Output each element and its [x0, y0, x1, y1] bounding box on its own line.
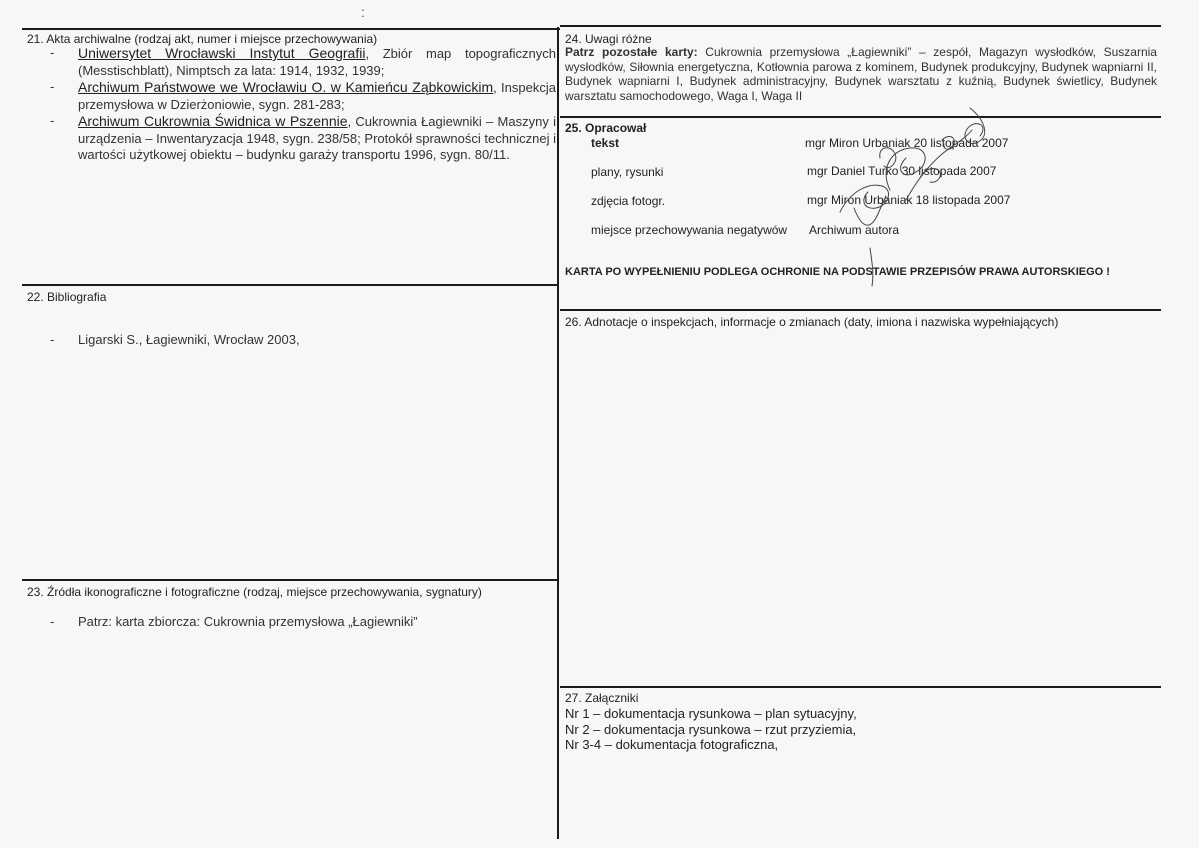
archive-link: Uniwersytet Wrocławski Instytut Geografii [78, 45, 366, 61]
rule-26-27 [560, 686, 1161, 688]
section-23-list [50, 614, 550, 631]
section-21-list [50, 45, 556, 164]
list-item [50, 113, 556, 164]
author-label-photos: zdjęcia fotogr. [591, 194, 666, 208]
rule-25-26 [560, 309, 1161, 311]
section-22-list [50, 332, 550, 349]
author-value-photos: mgr Miron Urbaniak 18 listopada 2007 [807, 193, 1011, 207]
dash-bullet: - [50, 332, 55, 347]
list-item [50, 332, 550, 349]
section-26-title: 26. Adnotacje o inspekcjach, informacje o zmianach (daty, imiona i nazwiska wypełniających) [565, 315, 1059, 329]
rule-21-22 [22, 284, 558, 286]
iconography-entry: Patrz: karta zbiorcza: Cukrownia przemysłowa „Łagiewniki” [78, 614, 418, 629]
archive-link: Archiwum Państwowe we Wrocławiu O. w Kamieńcu Ząbkowickim [78, 79, 494, 95]
archive-link: Archiwum Cukrownia Świdnica w Pszennie [78, 113, 348, 129]
author-label-text: tekst [591, 136, 620, 150]
dash-bullet: - [50, 79, 55, 94]
list-item-text [78, 113, 556, 164]
top-mark: : [361, 4, 365, 20]
archive-desc: , Zbiór map topograficznych (Messtischblatt), Nimptsch za lata: 1914, 1932, 1939; [78, 46, 557, 78]
section-24-text [565, 45, 1157, 103]
section-23-title: 23. Źródła ikonograficzne i fotograficzne (rodzaj, miejsce przechowywania, sygnatury) [27, 585, 482, 599]
section-25-title: 25. Opracował [565, 121, 647, 135]
top-border-right [560, 25, 1161, 27]
list-item [50, 79, 556, 113]
attachment-item: Nr 3-4 – dokumentacja fotograficzna, [565, 737, 779, 752]
author-value-negatives: Archiwum autora [809, 223, 900, 237]
center-divider [557, 27, 559, 839]
dash-bullet: - [50, 614, 55, 629]
attachment-item: Nr 1 – dokumentacja rysunkowa – plan sytuacyjny, [565, 706, 857, 721]
dash-bullet: - [50, 113, 55, 128]
archive-desc: , Inspekcja przemysłowa w Dzierżoniowie, sygn. 281-283; [78, 80, 556, 112]
list-item [50, 45, 556, 79]
section-27-list [565, 706, 857, 753]
list-item-text [78, 45, 556, 79]
list-item [50, 614, 550, 631]
top-border-left [22, 28, 560, 30]
section-24-title: 24. Uwagi różne [565, 32, 652, 46]
list-item-text [78, 79, 556, 113]
author-label-plans: plany, rysunki [591, 165, 664, 179]
author-value-plans: mgr Daniel Turko 30 listopada 2007 [807, 164, 997, 178]
remarks-body: Cukrownia przemysłowa „Łagiewniki” – zespół, Magazyn wysłodków, Suszarnia wysłodków, Siłownia energetyczna, Kotłownia parowa z kominem, Budynek produkcyjny, Budynek wapniarni II, Budynek wapniarni I, Budynek administracyjny, Budynek warsztatu z kuźnią, Budynek świetlicy, Budynek warsztatu samochodowego, Waga I, Waga II [565, 45, 1157, 103]
remarks-lead: Patrz pozostałe karty: [565, 45, 698, 59]
copyright-notice: KARTA PO WYPEŁNIENIU PODLEGA OCHRONIE NA PODSTAWIE PRZEPISÓW PRAWA AUTORSKIEGO ! [565, 266, 1110, 278]
bibliography-entry: Ligarski S., Łagiewniki, Wrocław 2003, [78, 332, 300, 347]
section-21-title: 21. Akta archiwalne (rodzaj akt, numer i miejsce przechowywania) [27, 32, 378, 46]
author-value-text: mgr Miron Urbaniak 20 listopada 2007 [805, 136, 1009, 150]
handwritten-signature [820, 100, 1010, 290]
section-27-title: 27. Załączniki [565, 691, 639, 705]
dash-bullet: - [50, 45, 55, 60]
section-22-title: 22. Bibliografia [27, 290, 107, 304]
rule-22-23 [22, 579, 558, 581]
archive-desc: , Cukrownia Łagiewniki – Maszyny i urządzenia – Inwentaryzacja 1948, sygn. 238/58; Protokół sprawności technicznej i wartości użytkowej obiektu – budynku garaży transportu 1996, sygn. 80/11. [78, 114, 556, 162]
author-label-negatives: miejsce przechowywania negatywów [591, 223, 788, 237]
attachment-item: Nr 2 – dokumentacja rysunkowa – rzut przyziemia, [565, 721, 857, 737]
